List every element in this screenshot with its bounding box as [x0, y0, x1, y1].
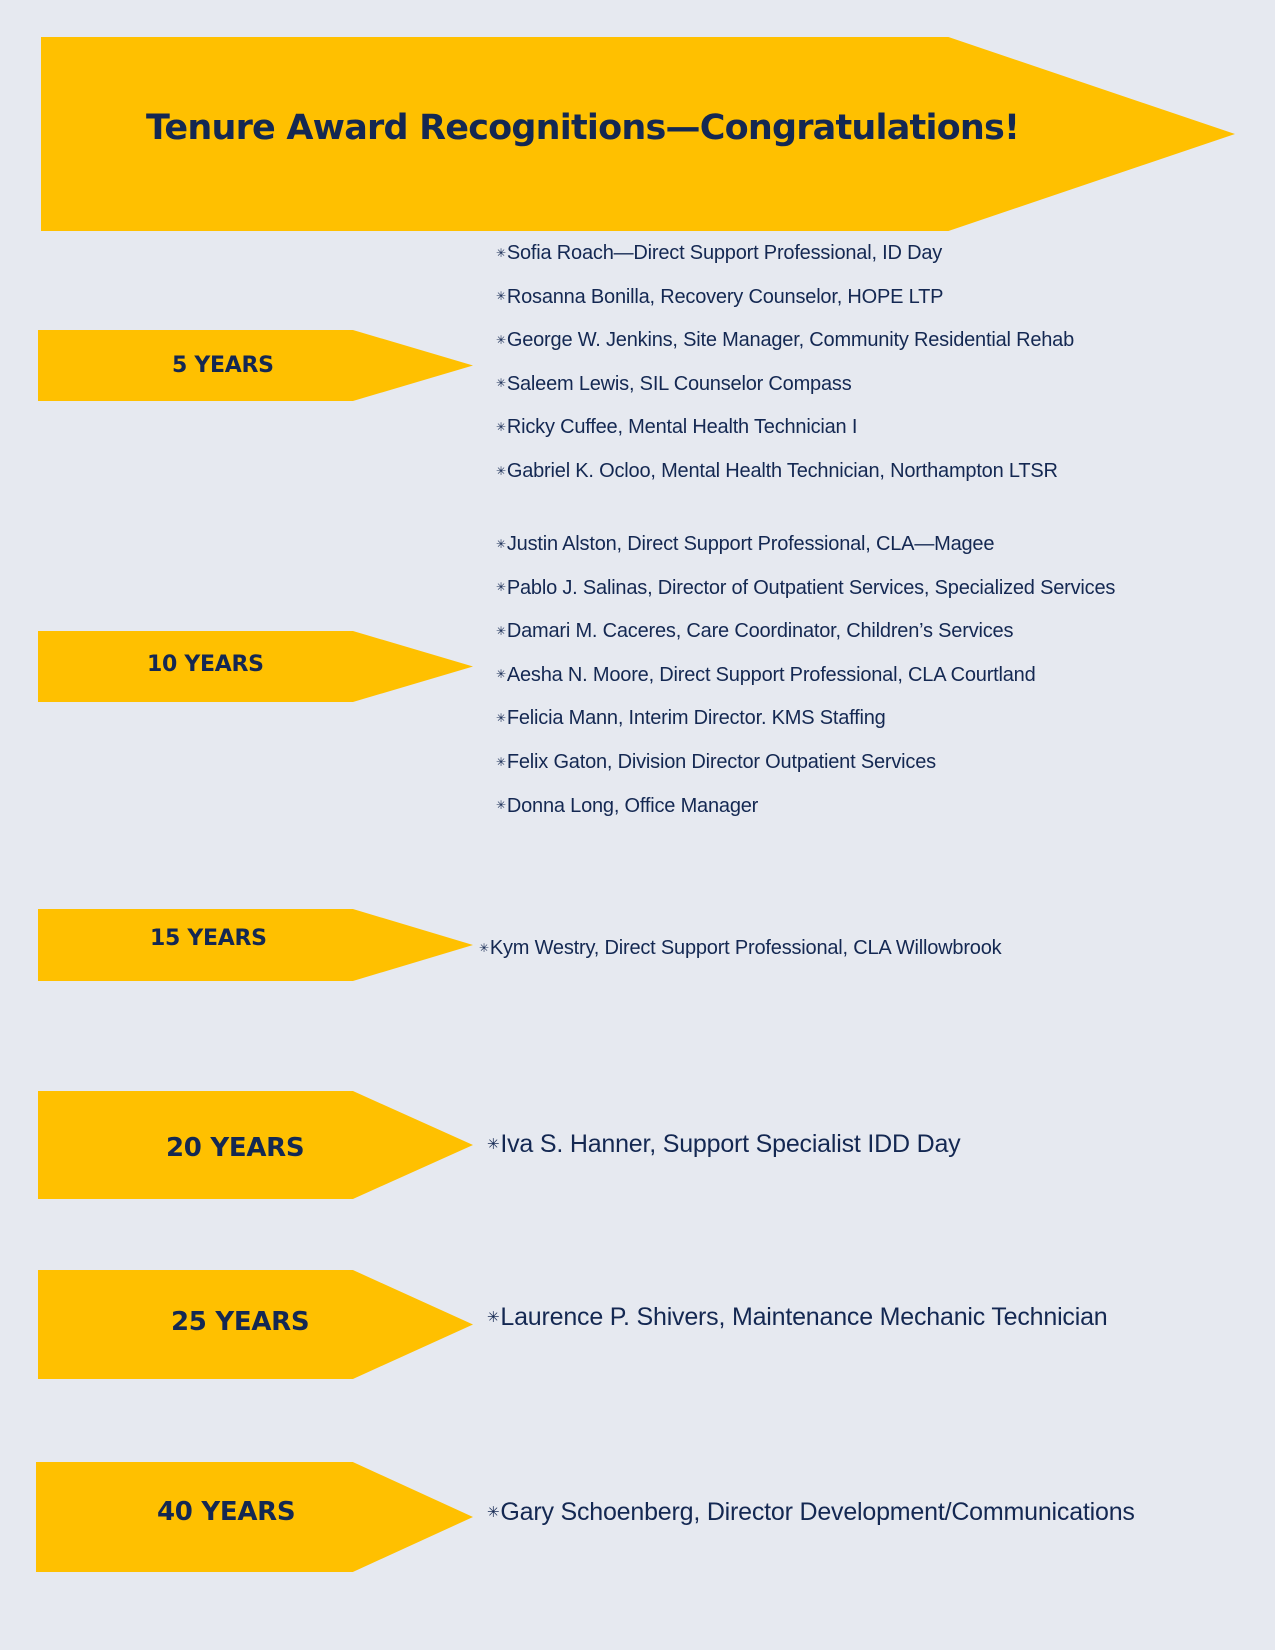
tenure-label-15-years: 15 YEARS — [150, 926, 267, 951]
honoree-name: Justin Alston, Direct Support Professional, CLA—Magee — [506, 533, 995, 555]
tenure-label-20-years: 20 YEARS — [166, 1133, 305, 1163]
honoree-list-20-years — [487, 1124, 960, 1164]
honoree-item — [496, 741, 1115, 785]
honoree-item — [496, 523, 1115, 567]
honoree-item — [487, 1492, 1135, 1532]
honoree-item — [496, 319, 1074, 363]
honoree-name: Gary Schoenberg, Director Development/Communications — [500, 1498, 1135, 1526]
honoree-item — [496, 654, 1115, 698]
honoree-item — [496, 610, 1115, 654]
honoree-item — [496, 697, 1115, 741]
asterisk-bullet-icon: ✳ — [496, 419, 506, 434]
honoree-name: Ricky Cuffee, Mental Health Technician I — [506, 416, 858, 439]
honoree-name: Donna Long, Office Manager — [506, 794, 759, 817]
honoree-name: Sofia Roach—Direct Support Professional, ID Day — [506, 242, 943, 264]
honoree-item — [496, 232, 1074, 276]
asterisk-bullet-icon: ✳ — [487, 1309, 500, 1326]
honoree-name: Saleem Lewis, SIL Counselor Compass — [506, 372, 852, 395]
honoree-item — [487, 1297, 1107, 1337]
honoree-name: Gabriel K. Ocloo, Mental Health Technician, Northampton LTSR — [506, 459, 1058, 482]
asterisk-bullet-icon: ✳ — [496, 245, 506, 260]
honoree-name: Felix Gaton, Division Director Outpatient Services — [506, 750, 936, 773]
asterisk-bullet-icon: ✳ — [496, 580, 506, 595]
asterisk-bullet-icon: ✳ — [496, 754, 506, 769]
honoree-list-25-years — [487, 1297, 1107, 1337]
honoree-name: Laurence P. Shivers, Maintenance Mechanic Technician — [500, 1303, 1108, 1331]
asterisk-bullet-icon: ✳ — [496, 536, 506, 551]
tenure-label-25-years: 25 YEARS — [171, 1307, 310, 1337]
asterisk-bullet-icon: ✳ — [487, 1136, 500, 1153]
honoree-list-10-years — [496, 523, 1115, 828]
honoree-name: Iva S. Hanner, Support Specialist IDD Day — [500, 1130, 961, 1158]
tenure-label-40-years: 40 YEARS — [157, 1497, 296, 1527]
honoree-name: Rosanna Bonilla, Recovery Counselor, HOPE LTP — [506, 285, 944, 308]
asterisk-bullet-icon: ✳ — [496, 623, 506, 638]
honoree-item — [496, 363, 1074, 407]
honoree-name: George W. Jenkins, Site Manager, Community Residential Rehab — [506, 329, 1075, 352]
tenure-label-10-years: 10 YEARS — [147, 652, 264, 677]
tenure-label-5-years: 5 YEARS — [172, 353, 274, 378]
honoree-item — [496, 406, 1074, 450]
honoree-item — [496, 785, 1115, 829]
asterisk-bullet-icon: ✳ — [496, 376, 506, 391]
asterisk-bullet-icon: ✳ — [496, 289, 506, 304]
honoree-item — [496, 276, 1074, 320]
honoree-name: Damari M. Caceres, Care Coordinator, Children’s Services — [506, 620, 1014, 643]
asterisk-bullet-icon: ✳ — [496, 332, 506, 347]
honoree-list-5-years — [496, 232, 1074, 494]
asterisk-bullet-icon: ✳ — [496, 667, 506, 682]
honoree-list-40-years — [487, 1492, 1135, 1532]
asterisk-bullet-icon: ✳ — [487, 1504, 500, 1521]
asterisk-bullet-icon: ✳ — [496, 463, 506, 478]
asterisk-bullet-icon: ✳ — [496, 710, 506, 725]
asterisk-bullet-icon: ✳ — [496, 798, 506, 813]
honoree-item — [487, 1124, 960, 1164]
page-title: Tenure Award Recognitions—Congratulations! — [146, 108, 1020, 148]
honoree-item — [496, 567, 1115, 611]
honoree-item — [479, 927, 1001, 971]
honoree-name: Pablo J. Salinas, Director of Outpatient Services, Specialized Services — [506, 576, 1116, 599]
honoree-list-15-years — [479, 927, 1001, 971]
honoree-item — [496, 450, 1074, 494]
asterisk-bullet-icon: ✳ — [479, 940, 489, 955]
honoree-name: Aesha N. Moore, Direct Support Professional, CLA Courtland — [506, 663, 1036, 686]
honoree-name: Felicia Mann, Interim Director. KMS Staffing — [506, 707, 886, 730]
honoree-name: Kym Westry, Direct Support Professional, CLA Willowbrook — [489, 937, 1002, 959]
